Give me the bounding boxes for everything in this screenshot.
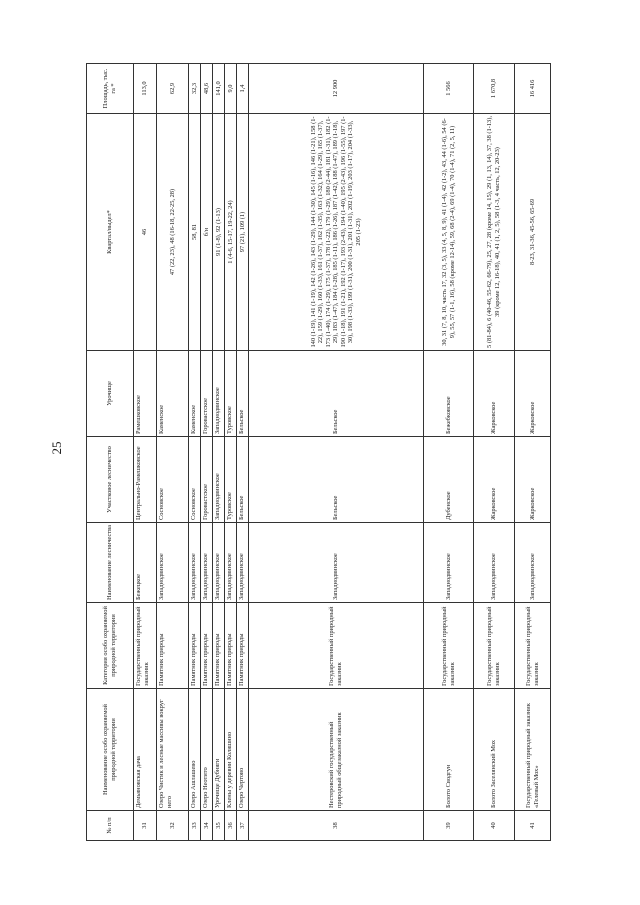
table-row bbox=[157, 64, 189, 841]
cell-tract: Рамешковское bbox=[134, 351, 157, 437]
cell-category: Памятник природы bbox=[213, 603, 225, 689]
cell-category: Государственный природный заказник bbox=[424, 603, 474, 689]
cell-quarters: 5 (81-84), 6 (40-46, 55-62, 66-79), 25, 27, 28 (кроме 14, 15), 29 (1, 13, 14), 37, 38 (1-13), 39 (кроме 12, 16-18), 40, 41 (1, 2, 5), 58 (1-3, 4 часть, 12, 20-23) bbox=[474, 114, 515, 351]
cell-quarters: 58, 81 bbox=[189, 114, 201, 351]
table-row bbox=[201, 64, 213, 841]
table-header-row bbox=[87, 64, 134, 841]
cell-tract: Бельское bbox=[249, 351, 424, 437]
cell-area: 9,0 bbox=[225, 64, 237, 114]
cell-tract: Каменское bbox=[189, 351, 201, 437]
table-row bbox=[213, 64, 225, 841]
cell-tract: Западнодвинское bbox=[213, 351, 225, 437]
cell-quarters: 91 (1-8), 92 (1-13) bbox=[213, 114, 225, 351]
cell-district: Горовастское bbox=[201, 437, 213, 523]
cell-category: Памятник природы bbox=[237, 603, 249, 689]
cell-tract: Каменское bbox=[157, 351, 189, 437]
protected-areas-table bbox=[86, 63, 551, 841]
cell-quarters: 30, 31 (7, 8, 10, часть 17, 32 (3, 5), 33 (4, 5, 8, 9), 41 (1-4), 42 (1-2), 43, 44 (1-6), 54 (6-9), 55, 57 (1-1, 16), 58 (кроме 12-14), 59, 68 (2-4), 69 (1-4), 70 (1-4), 71 (2, 5, 11) bbox=[424, 114, 474, 351]
cell-category: Государственный природный заказник bbox=[515, 603, 551, 689]
cell-district: Западнодвинское bbox=[213, 437, 225, 523]
cell-quarters: 97 (21), 109 (1) bbox=[237, 114, 249, 351]
cell-area: 32,3 bbox=[189, 64, 201, 114]
cell-tract: Жарковское bbox=[474, 351, 515, 437]
cell-area: 12 900 bbox=[249, 64, 424, 114]
cell-num: 32 bbox=[157, 811, 189, 841]
cell-forestry: Бежецкое bbox=[134, 523, 157, 603]
header-area: Площадь, тыс. га * bbox=[87, 64, 134, 114]
header-forestry: Наименование лесничества bbox=[87, 523, 134, 603]
cell-category: Государственный природный заказник bbox=[134, 603, 157, 689]
cell-num: 36 bbox=[225, 811, 237, 841]
header-num: № п/п bbox=[87, 811, 134, 841]
cell-num: 33 bbox=[189, 811, 201, 841]
cell-quarters: б/н bbox=[201, 114, 213, 351]
cell-tract: Туровское bbox=[225, 351, 237, 437]
table-row bbox=[134, 64, 157, 841]
cell-quarters: 1 (4-6, 15-17, 19-22, 24) bbox=[225, 114, 237, 351]
cell-name: Государственный природный заказник «Гелевый Мох» bbox=[515, 689, 551, 811]
cell-forestry: Западнодвинское bbox=[201, 523, 213, 603]
header-name: Наименование особо охраняемой природной территории bbox=[87, 689, 134, 811]
cell-name: Болото Сводгун bbox=[424, 689, 474, 811]
cell-area: 1,4 bbox=[237, 64, 249, 114]
cell-category: Государственный природный заказник bbox=[249, 603, 424, 689]
cell-tract: Бельское bbox=[237, 351, 249, 437]
table-row bbox=[424, 64, 474, 841]
cell-area: 113,0 bbox=[134, 64, 157, 114]
cell-num: 40 bbox=[474, 811, 515, 841]
cell-category: Памятник природы bbox=[201, 603, 213, 689]
cell-num: 38 bbox=[249, 811, 424, 841]
header-quarters: Квартал/выдел* bbox=[87, 114, 134, 351]
rotated-table-frame bbox=[86, 64, 557, 841]
cell-tract: Горовастское bbox=[201, 351, 213, 437]
cell-name: Озеро Чистик и лесные массивы вокруг него bbox=[157, 689, 189, 811]
page-number: 25 bbox=[49, 441, 64, 455]
cell-tract: Бежебковское bbox=[424, 351, 474, 437]
cell-name: Клены у деревни Коляшино bbox=[225, 689, 237, 811]
cell-forestry: Западнодвинское bbox=[515, 523, 551, 603]
cell-num: 37 bbox=[237, 811, 249, 841]
table-row bbox=[249, 64, 424, 841]
cell-num: 35 bbox=[213, 811, 225, 841]
cell-district: Центрально-Рамешковское bbox=[134, 437, 157, 523]
cell-area: 62,9 bbox=[157, 64, 189, 114]
cell-num: 34 bbox=[201, 811, 213, 841]
cell-name: Урочище Дубняги bbox=[213, 689, 225, 811]
cell-category: Памятник природы bbox=[225, 603, 237, 689]
cell-district: Бельское bbox=[237, 437, 249, 523]
table-row bbox=[189, 64, 201, 841]
cell-forestry: Западнодвинское bbox=[213, 523, 225, 603]
cell-num: 41 bbox=[515, 811, 551, 841]
cell-district: Туровское bbox=[225, 437, 237, 523]
table-row bbox=[225, 64, 237, 841]
cell-area: 141,0 bbox=[213, 64, 225, 114]
cell-name: Болото Заселянский Мох bbox=[474, 689, 515, 811]
header-category: Категория особо охраняемой природной территории bbox=[87, 603, 134, 689]
cell-district: Сосновское bbox=[189, 437, 201, 523]
cell-forestry: Западнодвинское bbox=[237, 523, 249, 603]
table-row bbox=[237, 64, 249, 841]
cell-quarters: 140 (1-19), 141 (1-19), 142 (1-26), 143 (1-29), 144 (1-30), 145 (1-16), 146 (1-21), 158 (1-22), 159 (1-29), 160 (1-33), 161 (1-37), 162 (1-35), 163 (1-32), 164 (1-29), 165 (1-37), 173 (1-40), 174 (1-29), 175 (1-37), 178 (1-22), 179 (1-29), 180 (2-44), 181 (1-31), 182 (1-29), 183 (1-47), 184 (1-28), 185 (1-11), 186 (1-26), 187 (1-42), 188 (1-47), 189 (1-18), 190 (1-18), 191 (1-21), 192 (1-17), 193 (2-43), 194 (1-40), 195 (2-43), 196 (1-55), 197 (1-30), 198 (1-33), 199 (1-31), 200 (1-31), 201 (1-31), 202 (1-19), 203 (1-17), 204 (1-33), 205 (1-23) bbox=[249, 114, 424, 351]
table-wrapper bbox=[86, 64, 557, 841]
cell-forestry: Западнодвинское bbox=[249, 523, 424, 603]
cell-forestry: Западнодвинское bbox=[424, 523, 474, 603]
cell-num: 39 bbox=[424, 811, 474, 841]
header-district: Участковое лесничество bbox=[87, 437, 134, 523]
cell-quarters: 8-23, 31-36, 45-56, 65-69 bbox=[515, 114, 551, 351]
cell-name: Озеро Чертово bbox=[237, 689, 249, 811]
header-tract: Урочище bbox=[87, 351, 134, 437]
cell-name: Демьяновская дача bbox=[134, 689, 157, 811]
cell-name: Озеро Ашлашево bbox=[189, 689, 201, 811]
cell-name: Нестеровский государственный природный общезаказной заказник bbox=[249, 689, 424, 811]
cell-tract: Жарковское bbox=[515, 351, 551, 437]
cell-forestry: Западнодвинское bbox=[157, 523, 189, 603]
cell-num: 31 bbox=[134, 811, 157, 841]
cell-quarters: 47 (22, 23), 48 (16-18, 22-25, 28) bbox=[157, 114, 189, 351]
cell-quarters: 46 bbox=[134, 114, 157, 351]
cell-area: 16 416 bbox=[515, 64, 551, 114]
table-row bbox=[474, 64, 515, 841]
cell-district: Бельское bbox=[249, 437, 424, 523]
cell-forestry: Западнодвинское bbox=[474, 523, 515, 603]
cell-area: 1 670,8 bbox=[474, 64, 515, 114]
cell-district: Жарковское bbox=[474, 437, 515, 523]
cell-district: Жарковское bbox=[515, 437, 551, 523]
table-row bbox=[515, 64, 551, 841]
cell-area: 48,6 bbox=[201, 64, 213, 114]
cell-category: Памятник природы bbox=[157, 603, 189, 689]
cell-district: Дубенское bbox=[424, 437, 474, 523]
cell-forestry: Западнодвинское bbox=[189, 523, 201, 603]
cell-district: Сосновское bbox=[157, 437, 189, 523]
cell-name: Озеро Неотито bbox=[201, 689, 213, 811]
cell-category: Государственный природный заказник bbox=[474, 603, 515, 689]
cell-category: Памятник природы bbox=[189, 603, 201, 689]
cell-forestry: Западнодвинское bbox=[225, 523, 237, 603]
cell-area: 1 566 bbox=[424, 64, 474, 114]
